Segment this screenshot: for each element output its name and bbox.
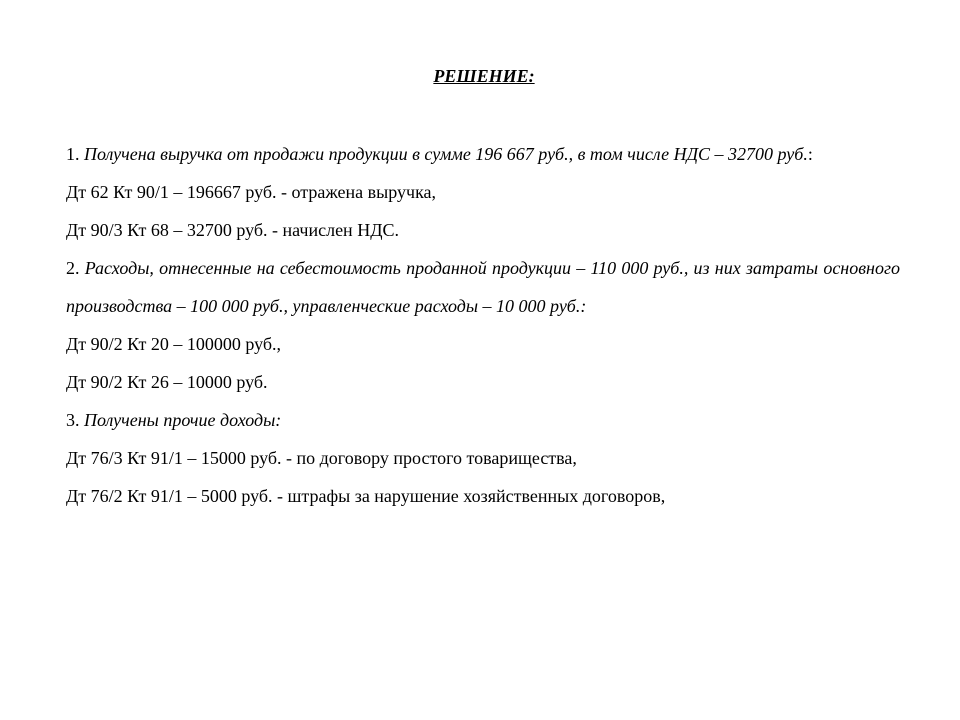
item-1-heading: [66, 135, 900, 173]
item-1-entry-2: Дт 90/3 Кт 68 – 32700 руб. - начислен НДС.: [66, 220, 399, 240]
item-2-heading-text: Расходы, отнесенные на себестоимость проданной продукции – 110 000 руб., из них затраты основного производства – 100 000 руб., управленческие расходы – 10 000 руб.:: [66, 258, 901, 316]
item-3-heading-text: Получены прочие доходы:: [84, 410, 282, 430]
slide-title: РЕШЕНИЕ:: [433, 66, 535, 86]
item-3-number: 3.: [66, 410, 80, 430]
item-2-entry-1: Дт 90/2 Кт 20 – 100000 руб.,: [66, 334, 282, 354]
item-1-number: 1.: [66, 144, 80, 164]
solution-body: [66, 135, 900, 515]
item-3-entry-2: Дт 76/2 Кт 91/1 – 5000 руб. - штрафы за нарушение хозяйственных договоров,: [66, 486, 666, 506]
item-3-entry-1: Дт 76/3 Кт 91/1 – 15000 руб. - по договору простого товарищества,: [66, 448, 577, 468]
item-2-heading: [66, 249, 900, 325]
item-3-heading: [66, 401, 900, 439]
item-1-heading-tail: :: [807, 144, 813, 164]
item-1-entry-1: Дт 62 Кт 90/1 – 196667 руб. - отражена выручка,: [66, 182, 437, 202]
item-1-heading-text: Получена выручка от продажи продукции в сумме 196 667 руб., в том числе НДС – 32700 руб.: [84, 144, 808, 164]
item-2-entry-2: Дт 90/2 Кт 26 – 10000 руб.: [66, 372, 268, 392]
item-2-number: 2.: [66, 258, 80, 278]
